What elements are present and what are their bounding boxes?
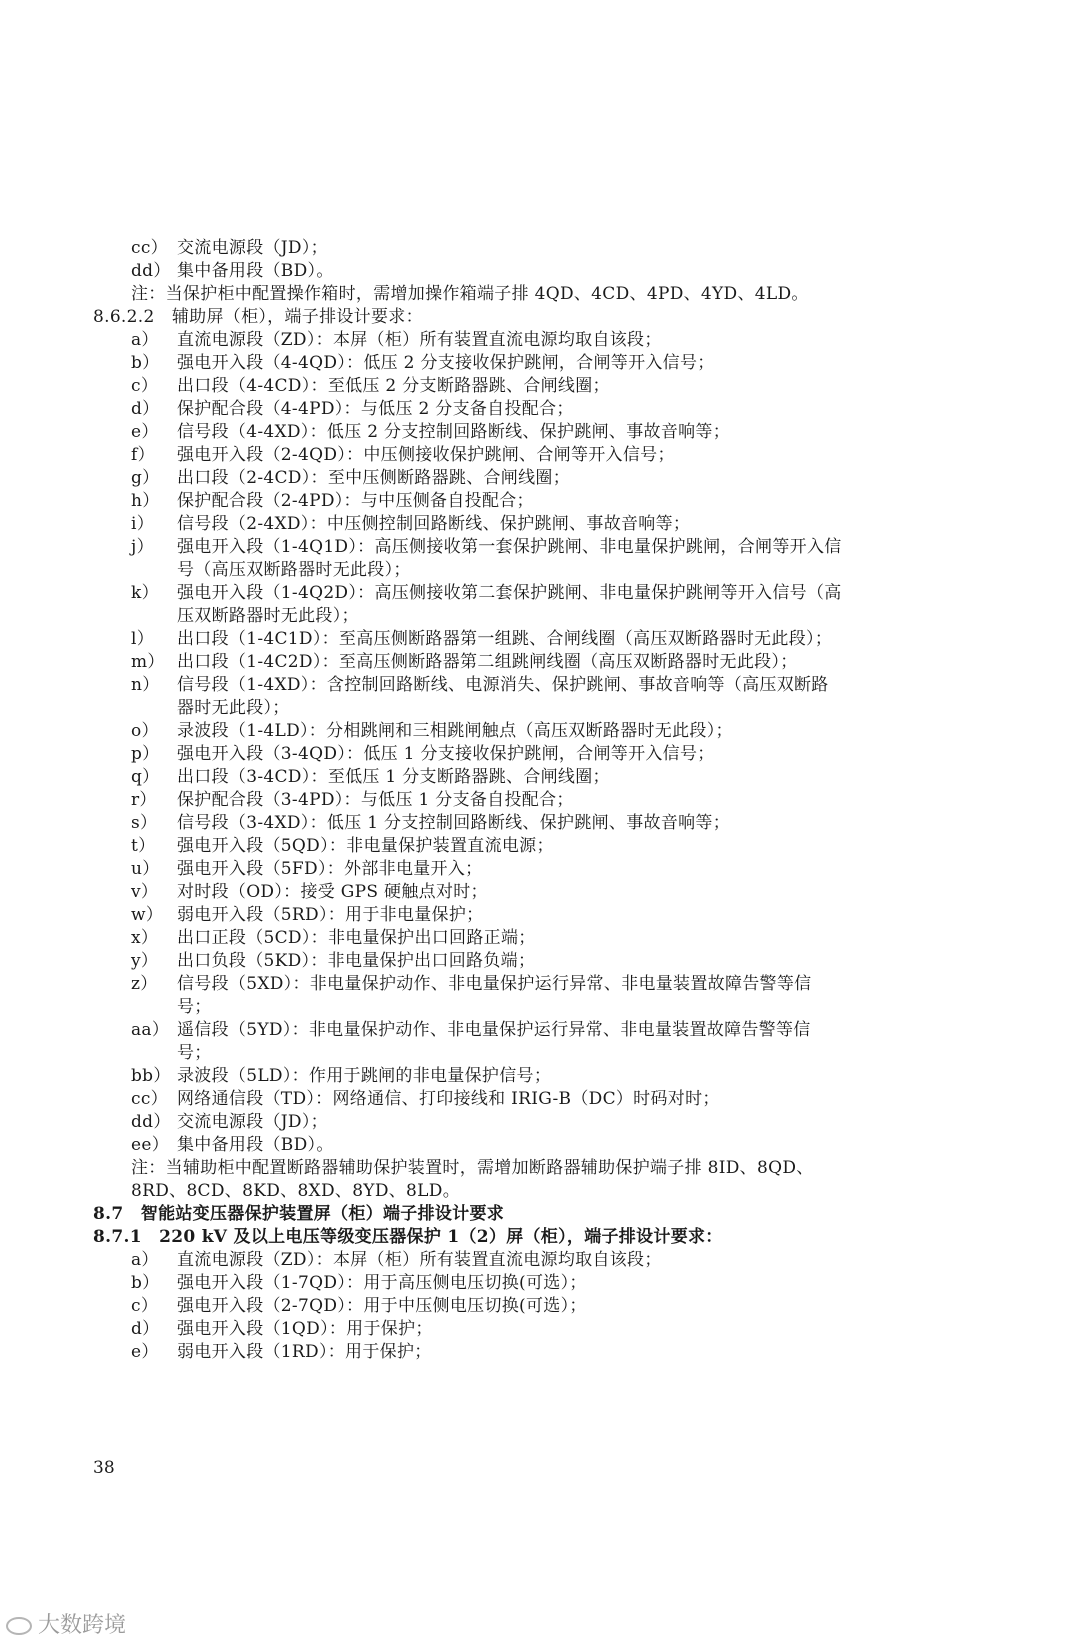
item-text: 信号段（3-4XD）：低压 1 分支控制回路断线、保护跳闸、事故音响等； (177, 813, 731, 833)
item-text: 对时段（OD）：接受 GPS 硬触点对时； (177, 882, 488, 902)
item-continuation: 器时无此段）； (177, 698, 290, 718)
item-text: 强电开入段（1-7QD）：用于高压侧电压切换(可选）； (177, 1273, 587, 1293)
list-item (131, 1271, 587, 1295)
item-text: 直流电源段（ZD）：本屏（柜）所有装置直流电源均取自该段； (177, 1250, 662, 1270)
item-text: 录波段（1-4LD）：分相跳闸和三相跳闸触点（高压双断路器时无此段）； (177, 721, 733, 741)
item-text: 信号段（4-4XD）：低压 2 分支控制回路断线、保护跳闸、事故音响等； (177, 422, 731, 442)
list-item (131, 236, 328, 260)
item-label: dd） (131, 1112, 171, 1132)
item-label: dd） (131, 261, 171, 281)
item-label: d） (131, 1319, 160, 1339)
item-text: 保护配合段（4-4PD）：与低压 2 分支备自投配合； (177, 399, 574, 419)
item-text: 出口段（2-4CD）：至中压侧断路器跳、合闸线圈； (177, 468, 571, 488)
list-item (131, 420, 730, 444)
item-text: 强电开入段（5FD）：外部非电量开入； (177, 859, 483, 879)
item-text: 信号段（2-4XD）：中压侧控制回路断线、保护跳闸、事故音响等； (177, 514, 691, 534)
item-label: cc） (131, 1089, 168, 1109)
item-label: h） (131, 491, 160, 511)
item-label: ee） (131, 1135, 170, 1155)
item-label: aa） (131, 1020, 170, 1040)
item-text: 强电开入段（4-4QD）：低压 2 分支接收保护跳闸，合闸等开入信号； (177, 353, 715, 373)
item-label: w） (131, 905, 164, 925)
list-item (131, 1087, 720, 1111)
item-label: p） (131, 744, 160, 764)
list-item (131, 328, 662, 352)
section-heading: 8.7.1 220 kV 及以上电压等级变压器保护 1（2）屏（柜），端子排设计要求： (93, 1227, 723, 1247)
item-text: 出口段（3-4CD）：至低压 1 分支断路器跳、合闸线圈； (177, 767, 610, 787)
item-label: y） (131, 951, 159, 971)
list-item (131, 1294, 587, 1318)
item-label: i） (131, 514, 155, 534)
list-item (131, 811, 730, 835)
list-item (131, 489, 534, 513)
item-label: e） (131, 1342, 159, 1362)
list-item (131, 1248, 662, 1272)
list-item (131, 857, 482, 881)
item-label: m） (131, 652, 165, 672)
item-text: 交流电源段（JD）； (177, 238, 328, 258)
watermark (6, 1608, 126, 1639)
section-heading: 8.7 智能站变压器保护装置屏（柜）端子排设计要求 (93, 1204, 505, 1224)
item-label: e） (131, 422, 159, 442)
item-text: 出口段（1-4C2D）：至高压侧断路器第二组跳闸线圈（高压双断路器时无此段）； (177, 652, 798, 672)
item-text: 集中备用段（BD）。 (177, 1135, 334, 1155)
item-label: u） (131, 859, 160, 879)
list-item (131, 742, 715, 766)
item-label: k） (131, 583, 159, 603)
list-item (131, 627, 832, 651)
list-item (131, 466, 570, 490)
list-item (131, 949, 535, 973)
item-text: 出口负段（5KD）：非电量保护出口回路负端； (177, 951, 536, 971)
item-text: 保护配合段（3-4PD）：与低压 1 分支备自投配合； (177, 790, 574, 810)
item-label: c） (131, 376, 159, 396)
item-text: 出口正段（5CD）：非电量保护出口回路正端； (177, 928, 536, 948)
item-label: bb） (131, 1066, 171, 1086)
item-label: f） (131, 445, 155, 465)
page-number: 38 (93, 1458, 115, 1478)
item-label: r） (131, 790, 157, 810)
section-heading: 8.6.2.2 辅助屏（柜），端子排设计要求： (93, 307, 423, 327)
watermark-text: 大数跨境 (38, 1613, 127, 1638)
list-item (131, 880, 488, 904)
item-label: s） (131, 813, 158, 833)
item-text: 强电开入段（5QD）：非电量保护装置直流电源； (177, 836, 554, 856)
item-text: 出口段（1-4C1D）：至高压侧断路器第一组跳、合闸线圈（高压双断路器时无此段）； (177, 629, 833, 649)
list-item (131, 1340, 432, 1364)
item-label: z） (131, 974, 158, 994)
item-label: a） (131, 1250, 159, 1270)
list-item (131, 1317, 433, 1341)
list-item (131, 1064, 551, 1088)
list-item (131, 443, 675, 467)
list-item (131, 535, 842, 559)
item-label: cc） (131, 238, 168, 258)
item-text: 强电开入段（1QD）：用于保护； (177, 1319, 433, 1339)
item-text: 交流电源段（JD）； (177, 1112, 328, 1132)
item-label: t） (131, 836, 156, 856)
item-text: 网络通信段（TD）：网络通信、打印接线和 IRIG-B（DC）时码对时； (177, 1089, 720, 1109)
item-text: 强电开入段（2-7QD）：用于中压侧电压切换(可选）； (177, 1296, 587, 1316)
item-continuation: 号（高压双断路器时无此段）； (177, 560, 411, 580)
list-item (131, 788, 574, 812)
item-label: x） (131, 928, 159, 948)
item-continuation: 号； (177, 997, 212, 1017)
item-label: c） (131, 1296, 159, 1316)
item-continuation: 号； (177, 1043, 212, 1063)
item-text: 强电开入段（1-4Q1D）：高压侧接收第一套保护跳闸、非电量保护跳闸，合闸等开入信 (177, 537, 842, 557)
item-text: 直流电源段（ZD）：本屏（柜）所有装置直流电源均取自该段； (177, 330, 662, 350)
list-item (131, 512, 690, 536)
list-item (131, 259, 334, 283)
item-text: 保护配合段（2-4PD）：与中压侧备自投配合； (177, 491, 534, 511)
item-text: 出口段（4-4CD）：至低压 2 分支断路器跳、合闸线圈； (177, 376, 610, 396)
watermark-logo-icon (6, 1617, 32, 1635)
list-item (131, 719, 733, 743)
note-text: 注：当保护柜中配置操作箱时，需增加操作箱端子排 4QD、4CD、4PD、4YD、4LD。 (131, 284, 809, 304)
list-item (131, 397, 574, 421)
item-label: v） (131, 882, 159, 902)
note-text: 注：当辅助柜中配置断路器辅助保护装置时，需增加断路器辅助保护端子排 8ID、8QD、 (131, 1158, 814, 1178)
item-label: n） (131, 675, 160, 695)
list-item (131, 351, 715, 375)
item-text: 信号段（1-4XD）：含控制回路断线、电源消失、保护跳闸、事故音响等（高压双断路 (177, 675, 829, 695)
item-label: a） (131, 330, 159, 350)
list-item (131, 1133, 334, 1157)
item-text: 强电开入段（2-4QD）：中压侧接收保护跳闸、合闸等开入信号； (177, 445, 675, 465)
list-item (131, 650, 798, 674)
item-text: 弱电开入段（1RD）：用于保护； (177, 1342, 432, 1362)
list-item (131, 374, 610, 398)
list-item (131, 1018, 811, 1042)
item-label: l） (131, 629, 155, 649)
item-label: o） (131, 721, 159, 741)
item-text: 信号段（5XD）：非电量保护动作、非电量保护运行异常、非电量装置故障告警等信 (177, 974, 812, 994)
list-item (131, 972, 811, 996)
list-item (131, 581, 842, 605)
item-text: 集中备用段（BD）。 (177, 261, 334, 281)
item-text: 录波段（5LD）：作用于跳闸的非电量保护信号； (177, 1066, 552, 1086)
item-label: d） (131, 399, 160, 419)
item-label: b） (131, 353, 160, 373)
list-item (131, 765, 610, 789)
list-item (131, 834, 554, 858)
list-item (131, 926, 536, 950)
note-continuation: 8RD、8CD、8KD、8XD、8YD、8LD。 (131, 1181, 460, 1201)
item-label: j） (131, 537, 154, 557)
item-text: 遥信段（5YD）：非电量保护动作、非电量保护运行异常、非电量装置故障告警等信 (177, 1020, 811, 1040)
item-continuation: 压双断路器时无此段）； (177, 606, 359, 626)
item-label: g） (131, 468, 160, 488)
item-label: b） (131, 1273, 160, 1293)
item-text: 弱电开入段（5RD）：用于非电量保护； (177, 905, 484, 925)
list-item (131, 1110, 328, 1134)
item-text: 强电开入段（1-4Q2D）：高压侧接收第二套保护跳闸、非电量保护跳闸等开入信号（高 (177, 583, 842, 603)
list-item (131, 903, 483, 927)
item-text: 强电开入段（3-4QD）：低压 1 分支接收保护跳闸，合闸等开入信号； (177, 744, 715, 764)
list-item (131, 673, 829, 697)
item-label: q） (131, 767, 160, 787)
